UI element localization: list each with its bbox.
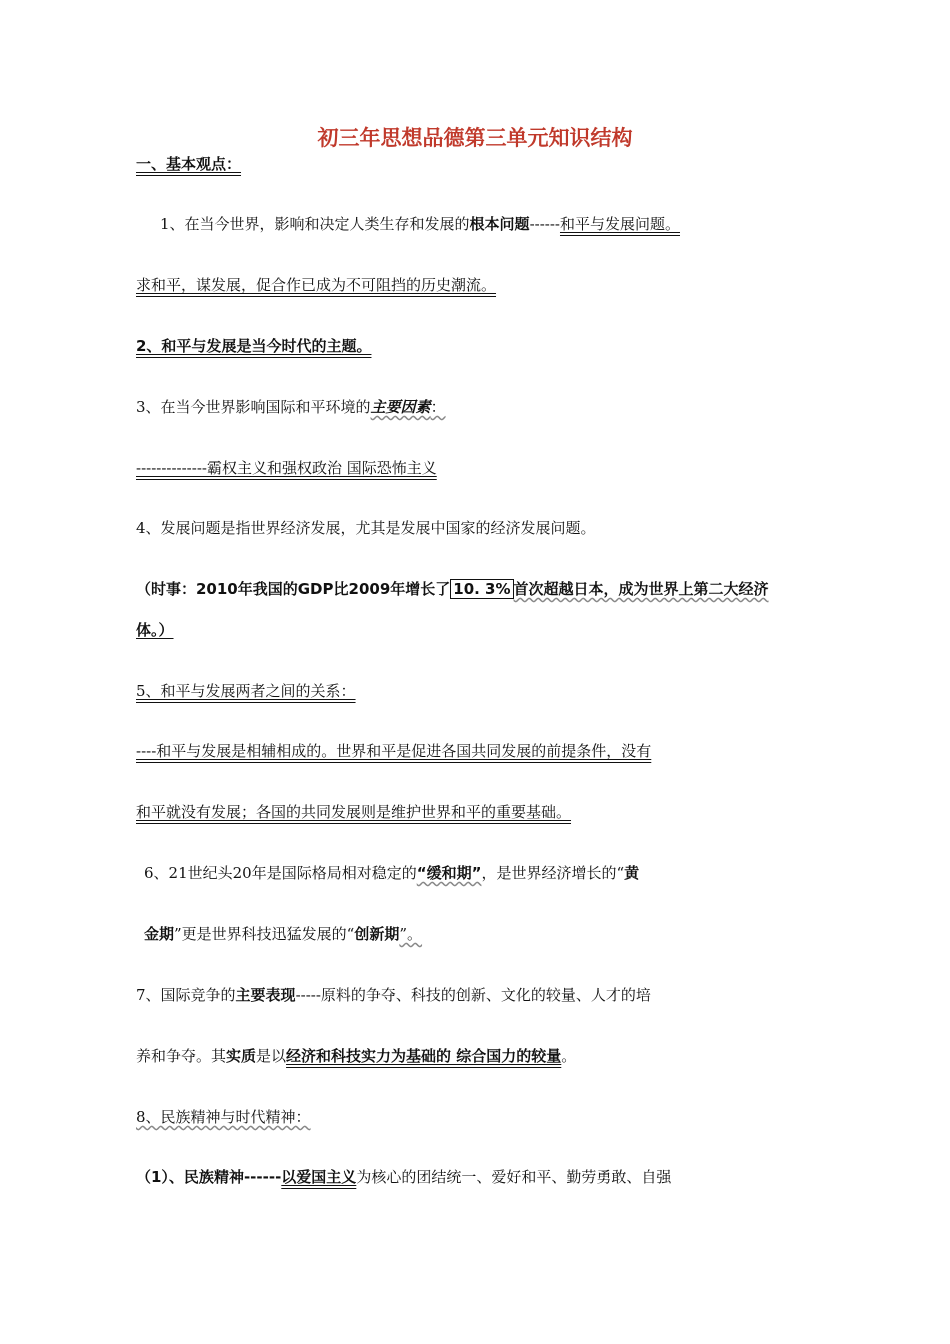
bold-term: 主要因素 (370, 398, 431, 416)
text: （时事：2010年我国的GDP比2009年增长了 (136, 580, 451, 598)
point-5-line-2: 和平就没有发展；各国的共同发展则是维护世界和平的重要基础。 (136, 803, 572, 821)
point-7-line-1 (136, 985, 651, 1005)
text: ”更是世界科技迅猛发展的“ (174, 925, 355, 943)
text: 6、21世纪头20年是国际格局相对稳定的 (144, 864, 417, 882)
point-4: 4、发展问题是指世界经济发展，尤其是发展中国家的经济发展问题。 (136, 519, 596, 537)
bold-term: 创新期 (354, 925, 400, 943)
underlined-text: 和平与发展问题。 (559, 215, 680, 233)
text: ： (430, 398, 446, 416)
page-title: 初三年思想品德第三单元知识结构 (317, 126, 633, 150)
boxed-value: 10. 3% (450, 579, 513, 599)
text: 首次超越日本，成为世界上第二大经济 (513, 580, 769, 598)
point-6-line-2 (144, 924, 422, 944)
bold-term: 实质 (226, 1047, 257, 1065)
point-1-line-2: 求和平，谋发展，促合作已成为不可阻挡的历史潮流。 (136, 276, 497, 294)
text: 3、在当今世界影响国际和平环境的 (136, 398, 371, 416)
text: -----原料的争夺、科技的创新、文化的较量、人才的培 (295, 986, 651, 1004)
point-5-heading: 5、和平与发展两者之间的关系： (136, 682, 356, 700)
point-6-line-1 (144, 863, 639, 883)
text: 7、国际竞争的 (136, 986, 236, 1004)
bold-term: 黄 (624, 864, 640, 882)
bold-term: “缓和期” (416, 864, 482, 882)
bold-term: 主要表现 (235, 986, 296, 1004)
bold-term: 经济和科技实力为基础的 综合国力的较量 (286, 1047, 562, 1065)
bold-term: 金期 (144, 925, 175, 943)
text: ”。 (399, 925, 423, 943)
point-8-sub-1 (136, 1167, 671, 1187)
point-8-heading: 8、民族精神与时代精神： (136, 1108, 311, 1126)
text: 养和争夺。其 (136, 1047, 227, 1065)
section-heading: 一、基本观点： (136, 155, 242, 173)
point-1-line-1 (160, 214, 680, 234)
current-affairs-note (136, 579, 769, 599)
point-2 (136, 336, 371, 356)
point-3-line-1 (136, 397, 446, 417)
point-2-text: 2、和平与发展是当今时代的主题。 (136, 337, 372, 355)
point-5-line-1: ----和平与发展是相辅相成的。世界和平是促进各国共同发展的前提条件，没有 (136, 742, 652, 760)
current-affairs-note-line-2: 体。） (136, 621, 174, 639)
text: 。 (561, 1047, 577, 1065)
bold-term: 根本问题 (469, 215, 530, 233)
dash: ------ (529, 215, 560, 233)
point-7-line-2 (136, 1046, 576, 1066)
bold-term: 以爱国主义 (281, 1168, 357, 1186)
text: ，是世界经济增长的“ (481, 864, 625, 882)
text: 是以 (256, 1047, 287, 1065)
text: 1、在当今世界，影响和决定人类生存和发展的 (160, 215, 470, 233)
text: 为核心的团结统一、爱好和平、勤劳勇敢、自强 (356, 1168, 672, 1186)
point-3-line-2: --------------霸权主义和强权政治 国际恐怖主义 (136, 459, 437, 477)
text: （1）、民族精神------ (136, 1168, 282, 1186)
